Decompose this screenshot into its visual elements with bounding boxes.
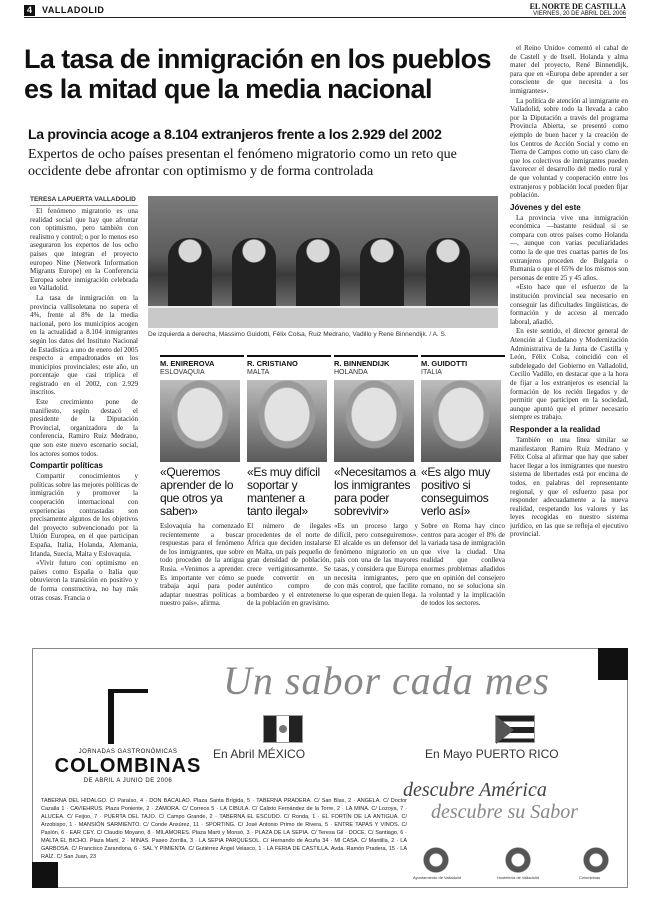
- sponsor-logo-icon: [583, 847, 609, 873]
- puerto-rico-flag-icon: [495, 715, 535, 743]
- crosshead: Jóvenes y del este: [510, 202, 581, 212]
- body-column-1: [30, 196, 138, 626]
- sponsor-label: Colombinas: [579, 875, 601, 880]
- expert-text: «Es un proceso largo y difícil, pero conseguiremos». El alcalde es un defensor del fenómeno migratorio en un país con una de las mayores tasas, y considera que Europa necesita inmigrantes, pero con más control, que facilite lo que esperan de quien llega.: [334, 522, 418, 599]
- ad-corner-decoration: [32, 862, 58, 888]
- headline: La tasa de inmigración en los pueblos es la mitad que la media nacional: [24, 44, 491, 104]
- month-may: En Mayo PUERTO RICO: [425, 747, 559, 761]
- article-deck: Expertos de ocho países presentan el fenómeno migratorio como un reto que occidente debe afrontar con optimismo y de forma controlada: [28, 147, 457, 179]
- section-name: VALLADOLID: [42, 5, 105, 15]
- paragraph: En este sentido, el director general de Atención al Ciudadano y Modernización Administrativa de la Junta de Castilla y León, Félix Colsa, coincidió con el subdelegado del Gobierno en Valladolid, Cecilio Vadillo, en destacar que a la hora de fijar a los extranjeros es esencial la formación de los recién llegados y de permitir que participen en la sociedad, aunque apuntó que el primer necesario siempre es trabajo.: [510, 327, 628, 422]
- advertisement: [32, 648, 628, 888]
- brand-logo-icon: [108, 689, 148, 744]
- photo-caption: De izquierda a derecha, Massimo Guidotti, Félix Colsa, Ruiz Medrano, Vadillo y Rene Binnendijk. / A. S.: [148, 331, 447, 338]
- expert-country: MALTA: [247, 369, 270, 376]
- expert-portrait: [160, 380, 240, 462]
- expert-quote: «Queremos aprender de lo que otros ya saben»: [160, 465, 234, 518]
- month-april: En Abril MÉXICO: [213, 747, 306, 761]
- byline: TERESA LAPUERTA VALLADOLID: [30, 196, 138, 206]
- page-number: 4: [24, 5, 35, 16]
- body-column-right: [510, 44, 628, 624]
- expert-country: HOLANDA: [334, 369, 368, 376]
- paragraph: «Esto hace que el esfuerzo de la institución provincial sea necesario en conseguir las dificultades lingüísticas, de formación y de acceso al mercado laboral, añadió.: [510, 283, 628, 326]
- expert-text: Eslovaquia ha comenzado recientemente a buscar respuestas para el fenómeno de los inmigrantes, que sobre todo proceden de la antigua Rusia. «Venimos a aprender. Es importante ver cómo se trabaja aquí para poder adaptar nuestras políticas a nuestro país», afirma.: [160, 522, 244, 608]
- ad-brand: [53, 749, 203, 784]
- issue-date: VIERNES, 20 DE ABRIL DEL 2006: [533, 11, 626, 17]
- paragraph: El fenómeno migratorio es una realidad social que hay que afrontar con optimismo, pero también con realismo y control; o por lo menos eso aseguraron los expertos de los ocho países que integran el proyecto europeo Nine (Network Information Migrants Europe) en la Conferencia Europea sobre inmigración celebrada en Valladolid.: [30, 207, 138, 293]
- sponsor-label: Hostelería de Valladolid: [497, 875, 539, 880]
- expert-text: El número de ilegales procedentes de el norte de África que deciden instalarse en Malta, un país pequeño de gran densidad de población, crece vertiginosamente. Se puede convertir en un auténtico compro de bombardeo y el entretenerse de la población en gravísimo.: [247, 522, 331, 608]
- paragraph: Este crecimiento pone de manifiesto, según destacó el presidente de la Diputación Provincial, organizadora de la conferencia, Ramiro Ruiz Medrano, que son este nuevo escenario social, los actores somos todos.: [30, 398, 138, 458]
- ad-slogan: Un sabor cada mes: [223, 658, 550, 703]
- paragraph: La tasa de inmigración en la provincia vallisoletana no supera el 4%, frente al 8% de la media nacional, pero los municipios acogen en la actualidad a 8.104 inmigrantes según los datos del Instituto Nacional de Estadística a uno de enero del 2005 respecto a empadronados en los municipios provinciales; este año, un porcentaje que casi triplica el registrado en el 2002, con 2.929 inscritos.: [30, 293, 138, 397]
- sponsor-logo-icon: [505, 847, 531, 873]
- conference-photo: [148, 196, 498, 328]
- page-header: [24, 4, 626, 18]
- paragraph: el Reino Unido» comentó el cabal de de Castell y de Itsell. Holanda y alma mater del proyecto, René Binnendijk, para que en «Europa debe aprender a ser consciente de que necesita a los inmigrantes».: [510, 44, 628, 95]
- expert-quote: «Es muy difícil soportar y mantener a tanto ilegal»: [247, 465, 320, 518]
- expert-name: R. BINNENDIJK: [334, 355, 418, 368]
- expert-guidotti: [421, 355, 505, 634]
- expert-country: ESLOVAQUIA: [160, 369, 205, 376]
- expert-text: Sobre en Roma hay cinco centros para acoger el 8% de la variada tasa de inmigración que vive la ciudad. Una realidad que conlleva enormes problemas añadidos que en opinión del consejero romano, no se soluciona sin la voluntad y la implicación de todos los sectores.: [421, 522, 505, 608]
- sponsor-label: Ayuntamiento de Valladolid: [413, 875, 462, 880]
- expert-cristiano: [247, 355, 331, 634]
- crosshead: Compartir políticas: [30, 461, 103, 471]
- paragraph: La provincia vive una inmigración económica —bastante residual si se compara con otros países como Holanda—, aunque con varias peculiaridades como la de que tres cuartas partes de los extranjeros proceden de Bulgaria o Rumanía o que el 65% de los mismos son personas de entre 25 y 45 años.: [510, 213, 628, 282]
- discover-america: descubre América: [403, 779, 547, 801]
- sponsor-logo-icon: [423, 847, 449, 873]
- expert-portrait: [334, 380, 414, 462]
- discover-flavor: descubre su Sabor: [431, 801, 579, 823]
- crosshead: Responder a la realidad: [510, 424, 601, 434]
- expert-quote: «Es algo muy positivo si conseguimos verlo así»: [421, 465, 491, 518]
- paragraph: También en una línea similar se manifestaron Ramiro Ruiz Medrano y Félix Colsa al afirmar que hay que saber hacer llegar a los inmigrantes que nuestro sistema de libertades está por encima de todos, en palabras del representante regional, y que el esfuerzo pasa por responder adecuadamente a la nueva realidad, respetando los valores y las leyes recogidas en nuestro sistema jurídico, en las que se refleja el ejecutivo provincial.: [510, 435, 628, 539]
- mexico-flag-icon: [263, 715, 303, 743]
- expert-name: R. CRISTIANO: [247, 355, 331, 368]
- expert-name: M. ENIREROVA: [160, 355, 244, 368]
- paragraph: La política de atención al inmigrante en Valladolid, sobre todo la llevada a cabo por la Diputación a través del programa Provincia Abierta, se presentó como ejemplo de buen hacer y la creación de los Centros de Acción Social y como en Tierra de Campos como un caso claro de que los colectivos de inmigrantes pueden favorecer el desarrollo del medio rural y de que voluntad y cooperación entre los extranjeros y población local pueden fijar población.: [510, 96, 628, 200]
- ad-corner-decoration: [598, 648, 628, 680]
- expert-quote: «Necesitamos a los inmigrantes para poder sobrevivir»: [334, 465, 416, 518]
- newspaper-name: [530, 3, 626, 17]
- paragraph: Compartir conocimientos y políticas sobre las mejores políticas de inmigración y promover la cooperación internacional con experiencias contrastadas son precisamente algunos de los objetivos del proyecto subvencionado por la Unión Europea, en el que participan España, Italia, Holanda, Alemania, Irlanda, Suecia, Malta y Eslovaquia.: [30, 472, 138, 558]
- brand-top-line: JORNADAS GASTRONÓMICAS: [78, 749, 178, 755]
- sponsor-logos: [413, 847, 623, 883]
- paper-title: EL NORTE DE CASTILLA: [529, 2, 626, 11]
- expert-name: M. GUIDOTTI: [421, 355, 505, 368]
- paragraph: «Vivir futuro con optimismo en países como España o Italia que obtuvieron la transición en positivo y de forma constructiva, no hay más otras cosas. Francia o: [30, 559, 138, 602]
- expert-binnendijk: [334, 355, 418, 634]
- expert-portrait: [421, 380, 501, 462]
- venue-list: TABERNA DEL HIDALGO. C/ Paraíso, 4 · DON BACALAO. Plaza Santa Brígida, 5 · TABERNA PRADERA. C/ San Blas, 2 · ANGELA. C/ Doctor Cazalla 1 · CAVIEHRUS. Plaza Poniente, 2 · ZAMORA. C/ Correos 5 · LA CIBULA. C/ Calixto Fernández de la Torre, 2 · LA MINA. C/ Lozoya, 7 · ALUCEA. C/ Feijoo, 7 · PUERTA DEL TAJO. C/ Campo Grande, 2 · TABERNA EL ESCUDO. C/ Ronda, 1 · EL FORTÍN DE LA ANTIGUA. C/ Arzobispo, 1 · MANSIÓN SARMIENTO. C/ Conde Ansúrez, 11 · SPORTING. C/ José Antonio Primo de Rivera, 5 · ENTRE TAPAS Y VINOS. C/ Pasión, 6 · EAR CEY. C/ Claudio Moyano, 8 · MILAMORES. Plaza Martí y Monsó, 3 · PLAZA DE LA SEPIA. C/ Teresa Gil · DOCE. C/ Santiago, 6 · MALTA EL BICHO. Plaza Martí, 2 · MINAS. Paseo Zorrilla, 3 · LA SEPIA PARQUESOL. C/ Hernando de Acuña 34 · MI CASA. C/ Mantilla, 2 · LA GARBOSA. C/ Francisco Zarandona, 6 · SAL Y PIMIENTA. C/ Gutiérrez Ángel Velasco, 1 · LA FERIA DE CASTILLA. Avda. Ramón Pradera, 15 · LA RAÍZ. C/ San Juan, 23: [41, 798, 407, 860]
- expert-enirerova: [160, 355, 244, 634]
- brand-name: COLOMBINAS: [54, 755, 202, 777]
- expert-portrait: [247, 380, 327, 462]
- brand-subline: DE ABRIL A JUNIO DE 2006: [83, 778, 173, 784]
- subheadline: La provincia acoge a 8.104 extranjeros frente a los 2.929 del 2002: [28, 126, 442, 142]
- expert-country: ITALIA: [421, 369, 442, 376]
